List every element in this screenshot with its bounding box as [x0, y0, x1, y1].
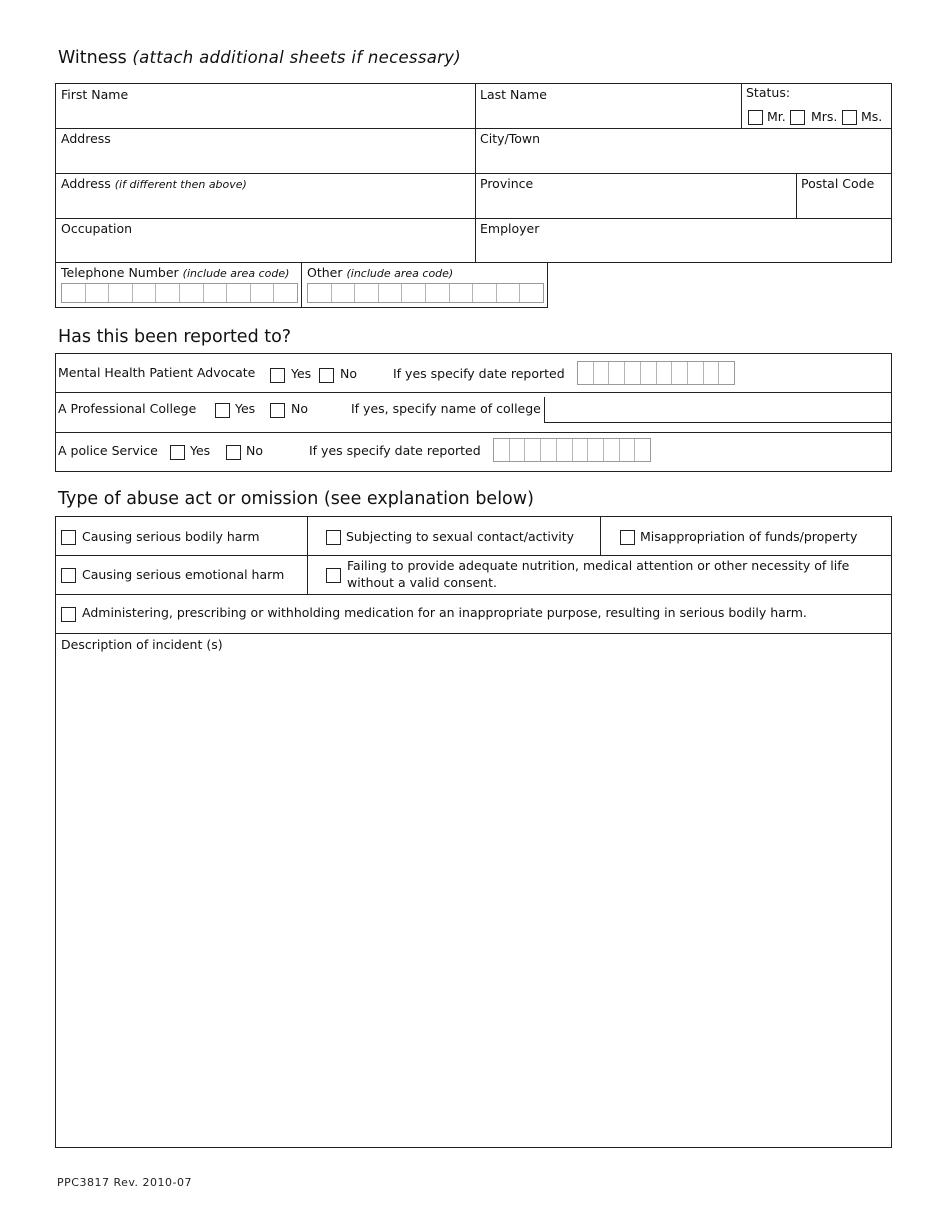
- sexual-contact-checkbox[interactable]: [326, 530, 341, 545]
- college-no-checkbox[interactable]: [270, 403, 285, 418]
- college-label: A Professional College: [58, 401, 197, 416]
- failing-provide-checkbox[interactable]: [326, 568, 341, 583]
- advocate-label: Mental Health Patient Advocate: [58, 365, 256, 380]
- employer-field[interactable]: [475, 218, 892, 263]
- address-field[interactable]: [55, 128, 476, 174]
- witness-heading-note: (attach additional sheets if necessary): [132, 48, 462, 67]
- status-mrs-label: Mrs.: [811, 109, 838, 124]
- misappropriation-label: Misappropriation of funds/property: [640, 529, 858, 544]
- abuse-emotional-harm-cell: [55, 555, 308, 595]
- abuse-sexual-contact-cell: [307, 516, 601, 556]
- failing-provide-label-line2: without a valid consent.: [347, 575, 497, 590]
- police-label: A police Service: [58, 443, 158, 458]
- postal-code-label: Postal Code: [801, 176, 875, 191]
- description-textarea[interactable]: [55, 633, 892, 1148]
- occupation-field[interactable]: [55, 218, 476, 263]
- address2-label: Address (if different then above): [61, 176, 247, 191]
- city-field[interactable]: [475, 128, 892, 174]
- telephone-field: [55, 262, 302, 308]
- police-yes-checkbox[interactable]: [170, 445, 185, 460]
- police-date-comb-input[interactable]: [493, 438, 651, 462]
- emotional-harm-checkbox[interactable]: [61, 568, 76, 583]
- reported-heading: Has this been reported to?: [58, 327, 292, 347]
- advocate-no-checkbox[interactable]: [319, 368, 334, 383]
- form-code: PPC3817 Rev. 2010-07: [57, 1176, 192, 1189]
- city-label: City/Town: [480, 131, 541, 146]
- police-yes-label: Yes: [190, 443, 211, 458]
- advocate-no-label: No: [340, 366, 357, 381]
- witness-heading: Witness (attach additional sheets if necessary): [58, 48, 462, 68]
- abuse-bodily-harm-cell: [55, 516, 308, 556]
- bodily-harm-checkbox[interactable]: [61, 530, 76, 545]
- other-phone-comb-input[interactable]: [307, 283, 544, 303]
- address2-field[interactable]: [55, 173, 476, 219]
- college-no-label: No: [291, 401, 308, 416]
- reported-divider: [55, 392, 892, 393]
- telephone-comb-input[interactable]: [61, 283, 298, 303]
- sexual-contact-label: Subjecting to sexual contact/activity: [346, 529, 575, 544]
- postal-code-field[interactable]: [796, 173, 892, 219]
- medication-checkbox[interactable]: [61, 607, 76, 622]
- province-label: Province: [480, 176, 534, 191]
- first-name-label: First Name: [61, 87, 129, 102]
- address2-note: (if different then above): [114, 178, 247, 191]
- advocate-date-comb-input[interactable]: [577, 361, 735, 385]
- failing-provide-label-line1: Failing to provide adequate nutrition, medical attention or other necessity of life: [347, 558, 850, 573]
- other-phone-note: (include area code): [346, 267, 454, 280]
- abuse-failing-provide-cell: [307, 555, 892, 595]
- police-no-label: No: [246, 443, 263, 458]
- reported-divider: [55, 432, 892, 433]
- occupation-label: Occupation: [61, 221, 133, 236]
- college-name-label: If yes, specify name of college: [351, 401, 541, 416]
- employer-label: Employer: [480, 221, 540, 236]
- college-yes-checkbox[interactable]: [215, 403, 230, 418]
- misappropriation-checkbox[interactable]: [620, 530, 635, 545]
- abuse-misappropriation-cell: [600, 516, 892, 556]
- province-field[interactable]: [475, 173, 797, 219]
- last-name-label: Last Name: [480, 87, 547, 102]
- other-phone-field: [301, 262, 548, 308]
- status-mr-label: Mr.: [767, 109, 786, 124]
- bodily-harm-label: Causing serious bodily harm: [82, 529, 260, 544]
- first-name-field[interactable]: [55, 83, 476, 129]
- police-date-label: If yes specify date reported: [309, 443, 481, 458]
- description-label: Description of incident (s): [61, 637, 223, 652]
- other-phone-label: Other (include area code): [307, 265, 454, 280]
- status-mr-checkbox[interactable]: [748, 110, 763, 125]
- status-ms-checkbox[interactable]: [842, 110, 857, 125]
- status-ms-label: Ms.: [861, 109, 883, 124]
- status-field: [741, 83, 892, 129]
- college-yes-label: Yes: [235, 401, 256, 416]
- advocate-date-label: If yes specify date reported: [393, 366, 565, 381]
- telephone-note: (include area code): [182, 267, 290, 280]
- status-mrs-checkbox[interactable]: [790, 110, 805, 125]
- advocate-yes-checkbox[interactable]: [270, 368, 285, 383]
- medication-label: Administering, prescribing or withholding medication for an inappropriate purpose, resulting in serious bodily harm.: [82, 605, 807, 620]
- last-name-field[interactable]: [475, 83, 742, 129]
- advocate-yes-label: Yes: [291, 366, 312, 381]
- police-no-checkbox[interactable]: [226, 445, 241, 460]
- college-name-input[interactable]: [544, 397, 892, 423]
- emotional-harm-label: Causing serious emotional harm: [82, 567, 285, 582]
- address-label: Address: [61, 131, 111, 146]
- abuse-medication-cell: [55, 594, 892, 634]
- abuse-heading: Type of abuse act or omission (see explanation below): [58, 489, 534, 509]
- telephone-label: Telephone Number (include area code): [61, 265, 290, 280]
- status-label: Status:: [746, 85, 791, 100]
